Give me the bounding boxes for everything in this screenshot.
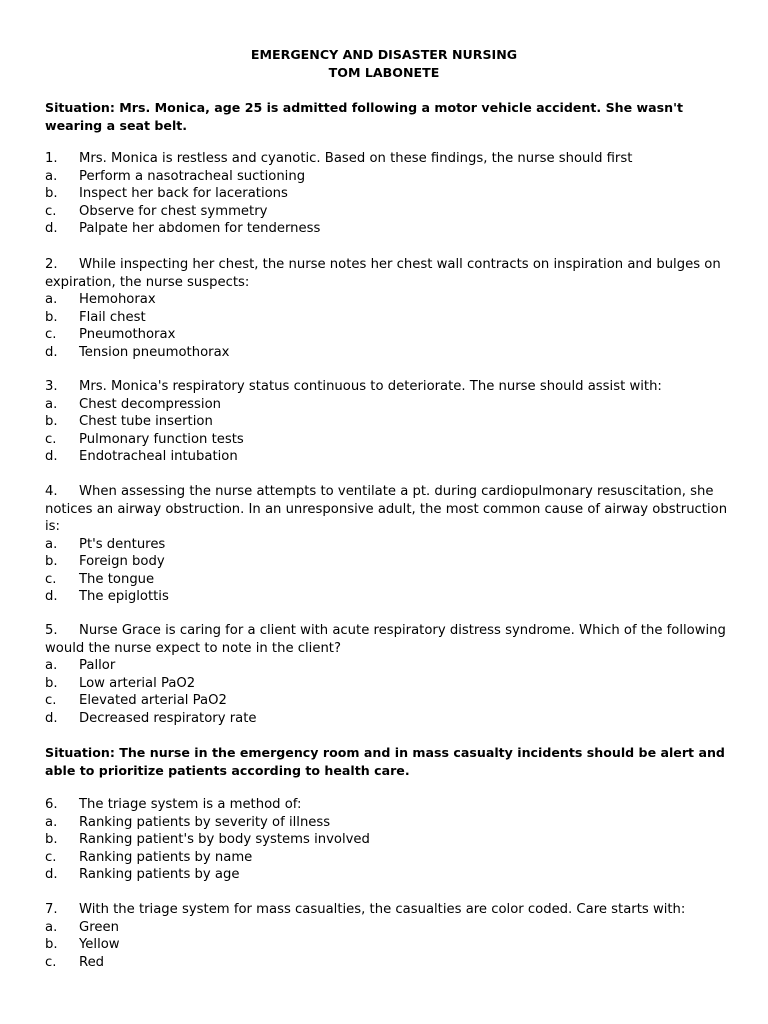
document-author: TOM LABONETE — [328, 65, 440, 80]
option-text: Flail chest — [79, 309, 146, 325]
option — [45, 954, 730, 972]
option-text: The epiglottis — [79, 589, 169, 604]
option — [45, 431, 730, 449]
option-letter: b. — [45, 186, 58, 201]
option-letter: d. — [45, 344, 58, 360]
option — [45, 168, 730, 186]
option — [45, 657, 730, 675]
option-letter: a. — [45, 292, 58, 307]
option-text: Hemohorax — [79, 292, 156, 307]
option-letter: c. — [45, 849, 57, 865]
option — [45, 326, 730, 344]
option-letter: d. — [45, 710, 58, 726]
option-letter: d. — [45, 589, 58, 604]
option-letter: a. — [45, 919, 58, 935]
option-text: Observe for chest symmetry — [79, 203, 268, 219]
question-stem: 2. While inspecting her chest, the nurse notes her chest wall contracts on inspiration and bulges on expiration, the nurse suspects: — [45, 257, 721, 290]
question-text: Mrs. Monica is restless and cyanotic. Based on these findings, the nurse should first — [79, 151, 633, 166]
option — [45, 571, 730, 589]
option-text: Elevated arterial PaO2 — [79, 693, 227, 708]
option — [45, 936, 730, 954]
option-letter: b. — [45, 414, 58, 429]
option — [45, 866, 730, 884]
option-text: Foreign body — [79, 554, 165, 569]
question-4 — [45, 483, 730, 606]
question-number: 1. — [45, 151, 58, 166]
option-text: Palpate her abdomen for tenderness — [79, 221, 321, 236]
option-letter: c. — [45, 203, 57, 219]
option-letter: b. — [45, 554, 58, 569]
option-letter: a. — [45, 396, 58, 412]
question-stem — [45, 796, 730, 814]
option-text: Red — [79, 954, 105, 970]
option-text: Chest tube insertion — [79, 414, 213, 429]
question-2 — [45, 256, 730, 361]
question-5 — [45, 622, 730, 727]
option-letter: a. — [45, 814, 58, 830]
option — [45, 448, 730, 466]
question-text: When assessing the nurse attempts to ventilate a pt. during cardiopulmonary resuscitation, she notices an airway obstruction. In an unresponsive adult, the most common cause of airway obstruction is: — [45, 484, 728, 534]
option-letter: d. — [45, 449, 58, 464]
option — [45, 831, 730, 849]
option-letter: c. — [45, 327, 57, 342]
option-text: Yellow — [79, 937, 120, 952]
option-letter: d. — [45, 867, 58, 882]
option-text: Ranking patients by age — [79, 867, 240, 882]
option-text: Chest decompression — [79, 396, 222, 412]
option — [45, 849, 730, 867]
question-text: With the triage system for mass casualties, the casualties are color coded. Care starts with: — [79, 902, 686, 917]
question-text: While inspecting her chest, the nurse notes her chest wall contracts on inspiration and bulges on expiration, the nurse suspects: — [45, 257, 721, 290]
document-title: EMERGENCY AND DISASTER NURSING — [250, 47, 518, 62]
question-stem: 5. Nurse Grace is caring for a client with acute respiratory distress syndrome. Which of the following would the nurse expect to note in the client? — [45, 623, 726, 656]
situation-2: Situation: The nurse in the emergency room and in mass casualty incidents should be alert and able to prioritize patients according to health care. — [45, 745, 725, 778]
option — [45, 413, 730, 431]
question-number: 3. — [45, 379, 58, 394]
option-letter: c. — [45, 954, 57, 970]
option-letter: c. — [45, 693, 57, 708]
situation-1: Situation: Mrs. Monica, age 25 is admitted following a motor vehicle accident. She wasn't wearing a seat belt. — [45, 100, 684, 133]
question-stem — [45, 901, 730, 919]
question-number: 6. — [45, 797, 58, 812]
question-1 — [45, 150, 730, 238]
option-letter: b. — [45, 937, 58, 952]
question-text: Nurse Grace is caring for a client with acute respiratory distress syndrome. Which of the following would the nurse expect to note in the client? — [45, 623, 726, 656]
option — [45, 710, 730, 728]
option-letter: d. — [45, 221, 58, 236]
question-3 — [45, 378, 730, 466]
question-6 — [45, 796, 730, 884]
option — [45, 675, 730, 693]
option-text: Ranking patients by name — [79, 849, 253, 865]
option-text: Decreased respiratory rate — [79, 710, 257, 726]
option — [45, 220, 730, 238]
option-letter: b. — [45, 675, 58, 691]
option — [45, 814, 730, 832]
question-stem — [45, 378, 730, 396]
option-letter: c. — [45, 431, 57, 447]
question-number: 7. — [45, 902, 58, 917]
option-text: Ranking patient's by body systems involved — [79, 832, 370, 847]
option-text: Ranking patients by severity of illness — [79, 814, 331, 830]
option — [45, 919, 730, 937]
option — [45, 536, 730, 554]
option — [45, 185, 730, 203]
option — [45, 291, 730, 309]
option-text: Tension pneumothorax — [79, 344, 230, 360]
option-letter: a. — [45, 658, 58, 673]
option-letter: a. — [45, 536, 58, 552]
option — [45, 692, 730, 710]
question-text: Mrs. Monica's respiratory status continuous to deteriorate. The nurse should assist with: — [79, 379, 662, 394]
option — [45, 344, 730, 362]
option-letter: a. — [45, 168, 58, 184]
option-text: Pallor — [79, 658, 116, 673]
option — [45, 588, 730, 606]
option-letter: b. — [45, 832, 58, 847]
option-letter: b. — [45, 309, 58, 325]
option-text: Pt's dentures — [79, 536, 166, 552]
option — [45, 553, 730, 571]
option-text: Endotracheal intubation — [79, 449, 238, 464]
option — [45, 203, 730, 221]
option-text: Pneumothorax — [79, 327, 176, 342]
option-text: Inspect her back for lacerations — [79, 186, 288, 201]
option — [45, 396, 730, 414]
option — [45, 309, 730, 327]
question-stem: 4. When assessing the nurse attempts to ventilate a pt. during cardiopulmonary resuscitation, she notices an airway obstruction. In an unresponsive adult, the most common cause of airway obstruction is: — [45, 484, 728, 534]
option-text: Pulmonary function tests — [79, 431, 244, 447]
question-text: The triage system is a method of: — [79, 797, 302, 812]
option-text: The tongue — [79, 571, 155, 587]
question-stem — [45, 150, 730, 168]
document-header — [0, 46, 768, 82]
option-text: Perform a nasotracheal suctioning — [79, 168, 306, 184]
option-text: Low arterial PaO2 — [79, 675, 196, 691]
option-letter: c. — [45, 571, 57, 587]
option-text: Green — [79, 919, 119, 935]
question-7 — [45, 901, 730, 971]
